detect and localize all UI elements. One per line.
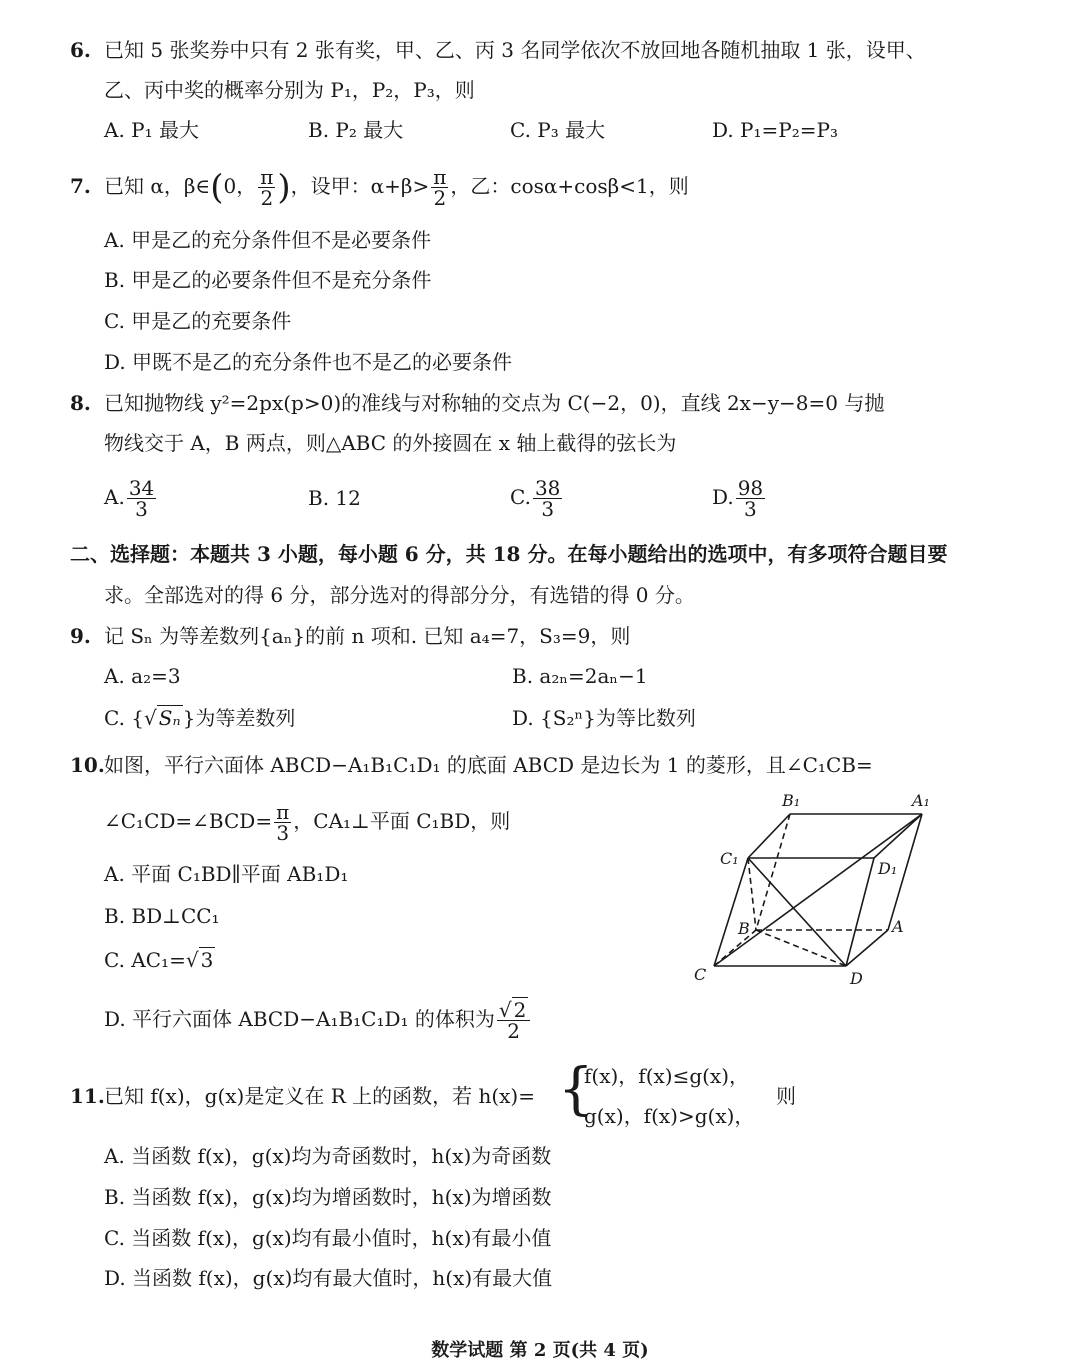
- q10-option-b: B. BD⊥CC₁: [104, 904, 220, 928]
- q9-option-c-radicand: Sₙ: [158, 706, 181, 730]
- q10-volume-fraction: [497, 1000, 530, 1041]
- q11-option-b: B. 当函数 f(x)，g(x)均为增函数时，h(x)为增函数: [104, 1185, 552, 1209]
- q7-open-paren: (: [210, 167, 224, 208]
- parallelepiped-figure: [690, 786, 940, 988]
- q11-number: 11.: [70, 1084, 105, 1108]
- q8-option-d-label: D.: [712, 485, 734, 509]
- q9-option-c-radical: √: [144, 706, 157, 730]
- q7-stem-part-c: ，乙：cosα+cosβ<1，则: [450, 174, 689, 198]
- q7-option-b: B. 甲是乙的必要条件但不是充分条件: [104, 268, 432, 292]
- q10-stem-line1: 如图，平行六面体 ABCD−A₁B₁C₁D₁ 的底面 ABCD 是边长为 1 的菱形，且∠C₁CB=: [104, 753, 873, 777]
- q8-option-d-denominator: 3: [744, 497, 757, 521]
- q8-stem-line1: 已知抛物线 y²=2px(p>0)的准线与对称轴的交点为 C(−2，0)，直线 2x−y−8=0 与抛: [104, 391, 885, 415]
- q11-case-1: f(x)，f(x)≤g(x)，: [584, 1064, 750, 1088]
- q7-zero: 0，: [223, 174, 257, 198]
- q7-stem-part-b: ，设甲：α+β>: [290, 174, 430, 198]
- q8-number: 8.: [70, 391, 91, 415]
- q10-stem-line2: [104, 798, 510, 844]
- q10-angle-pi: π: [276, 800, 290, 824]
- q10-option-d-prefix: D. 平行六面体 ABCD−A₁B₁C₁D₁ 的体积为: [104, 1007, 495, 1031]
- section2-heading-line1: 二、选择题：本题共 3 小题，每小题 6 分，共 18 分。在每小题给出的选项中，有多项符合题目要: [70, 542, 948, 566]
- q6-option-c: C. P₃ 最大: [510, 118, 606, 142]
- q8-option-a: [104, 474, 158, 520]
- q7-interval-fraction: [258, 167, 275, 208]
- q7-option-d: D. 甲既不是乙的充分条件也不是乙的必要条件: [104, 350, 513, 374]
- q10-angle-three: 3: [276, 821, 290, 845]
- section2-heading-line2: 求。全部选对的得 6 分，部分选对的得部分分，有选错的得 0 分。: [104, 583, 695, 607]
- label-a: A: [892, 917, 904, 936]
- label-b1: B₁: [782, 791, 801, 810]
- q11-option-a: A. 当函数 f(x)，g(x)均为奇函数时，h(x)为奇函数: [104, 1144, 552, 1168]
- q11-piecewise-brace: {: [558, 1057, 594, 1122]
- q8-stem-line2: 物线交于 A，B 两点，则△ABC 的外接圆在 x 轴上截得的弦长为: [104, 431, 677, 455]
- q8-option-a-fraction: [127, 478, 156, 519]
- q8-option-c-label: C.: [510, 485, 531, 509]
- q10-stem-line2-part-b: ，CA₁⊥平面 C₁BD，则: [293, 809, 511, 833]
- q10-volume-radical: √: [498, 998, 512, 1022]
- q7-condition-fraction: [431, 167, 448, 208]
- q10-angle-fraction: [274, 802, 291, 843]
- q7-stem-part-a: 已知 α，β∈: [104, 174, 211, 198]
- q8-option-d: [712, 474, 767, 520]
- q6-number: 6.: [70, 38, 91, 62]
- q8-option-c-numerator: 38: [534, 476, 561, 500]
- q9-stem: 记 Sₙ 为等差数列{aₙ}的前 n 项和. 已知 a₄=7，S₃=9，则: [104, 624, 631, 648]
- label-c: C: [694, 965, 707, 984]
- q8-option-a-numerator: 34: [128, 476, 155, 500]
- edge-c1-c: [714, 858, 748, 966]
- q8-option-b: B. 12: [308, 486, 361, 510]
- q10-option-d: [104, 996, 532, 1042]
- q8-option-a-denominator: 3: [135, 497, 148, 521]
- q7-interval-pi: π: [260, 165, 274, 189]
- q7-number: 7.: [70, 174, 91, 198]
- q10-stem-line2-part-a: ∠C₁CD=∠BCD=: [104, 809, 273, 833]
- q7-option-a: A. 甲是乙的充分条件但不是必要条件: [104, 228, 432, 252]
- segment-c-a1: [714, 814, 922, 966]
- q11-case-2: g(x)，f(x)>g(x)，: [584, 1104, 755, 1128]
- q11-stem-part-b: 则: [776, 1084, 796, 1108]
- q8-option-c-denominator: 3: [541, 497, 555, 521]
- segment-b-d-hidden: [756, 930, 846, 966]
- q6-stem-line2: 乙、丙中奖的概率分别为 P₁，P₂，P₃，则: [104, 78, 475, 102]
- q9-option-c-suffix: }为等差数列: [182, 706, 296, 730]
- label-d1: D₁: [878, 859, 898, 878]
- q10-option-a: A. 平面 C₁BD∥平面 AB₁D₁: [104, 862, 349, 886]
- q9-option-c-prefix: C. {: [104, 706, 145, 730]
- q10-volume-radicand: 2: [513, 998, 527, 1022]
- q11-stem-part-a: 已知 f(x)，g(x)是定义在 R 上的函数，若 h(x)=: [104, 1084, 535, 1108]
- edge-d1-d: [846, 858, 874, 966]
- q10-volume-numerator: [497, 1000, 530, 1021]
- q7-condition-pi: π: [433, 165, 447, 189]
- q9-option-d: D. {S₂ⁿ}为等比数列: [512, 706, 696, 730]
- q7-condition-two: 2: [433, 186, 447, 210]
- q6-stem-line1: 已知 5 张奖券中只有 2 张有奖，甲、乙、丙 3 名同学依次不放回地各随机抽取 1 张，设甲、: [104, 38, 926, 62]
- q6-option-d: D. P₁=P₂=P₃: [712, 118, 838, 142]
- label-d: D: [850, 969, 863, 988]
- q8-option-c-fraction: [533, 478, 562, 519]
- q8-option-a-label: A.: [104, 485, 125, 509]
- page-footer: 数学试题 第 2 页(共 4 页): [431, 1340, 649, 1361]
- q9-option-c: [104, 704, 295, 732]
- q10-option-c: [104, 946, 215, 974]
- q10-option-c-radicand: 3: [200, 948, 214, 972]
- q8-option-d-fraction: [736, 478, 765, 519]
- q8-option-d-numerator: 98: [737, 476, 764, 500]
- q7-stem: [104, 164, 689, 210]
- label-b: B: [738, 919, 750, 938]
- q10-option-c-radical: √: [185, 948, 199, 972]
- q9-number: 9.: [70, 624, 91, 648]
- q6-option-a: A. P₁ 最大: [104, 118, 199, 142]
- q10-option-c-prefix: C. AC₁=: [104, 948, 186, 972]
- q7-close-paren: ): [277, 167, 291, 208]
- q10-volume-denominator: 2: [507, 1019, 521, 1043]
- q9-option-b: B. a₂ₙ=2aₙ−1: [512, 664, 648, 688]
- q7-interval-two: 2: [260, 186, 274, 210]
- q10-number: 10.: [70, 753, 105, 777]
- q11-option-d: D. 当函数 f(x)，g(x)均有最大值时，h(x)有最大值: [104, 1266, 553, 1290]
- label-c1: C₁: [720, 849, 739, 868]
- q11-option-c: C. 当函数 f(x)，g(x)均有最小值时，h(x)有最小值: [104, 1226, 552, 1250]
- segment-c1-d: [748, 858, 846, 966]
- q7-option-c: C. 甲是乙的充要条件: [104, 309, 292, 333]
- q6-option-b: B. P₂ 最大: [308, 118, 404, 142]
- label-a1: A₁: [912, 791, 930, 810]
- q8-option-c: [510, 474, 564, 520]
- q9-option-a: A. a₂=3: [104, 664, 181, 688]
- edge-d-a: [846, 930, 888, 966]
